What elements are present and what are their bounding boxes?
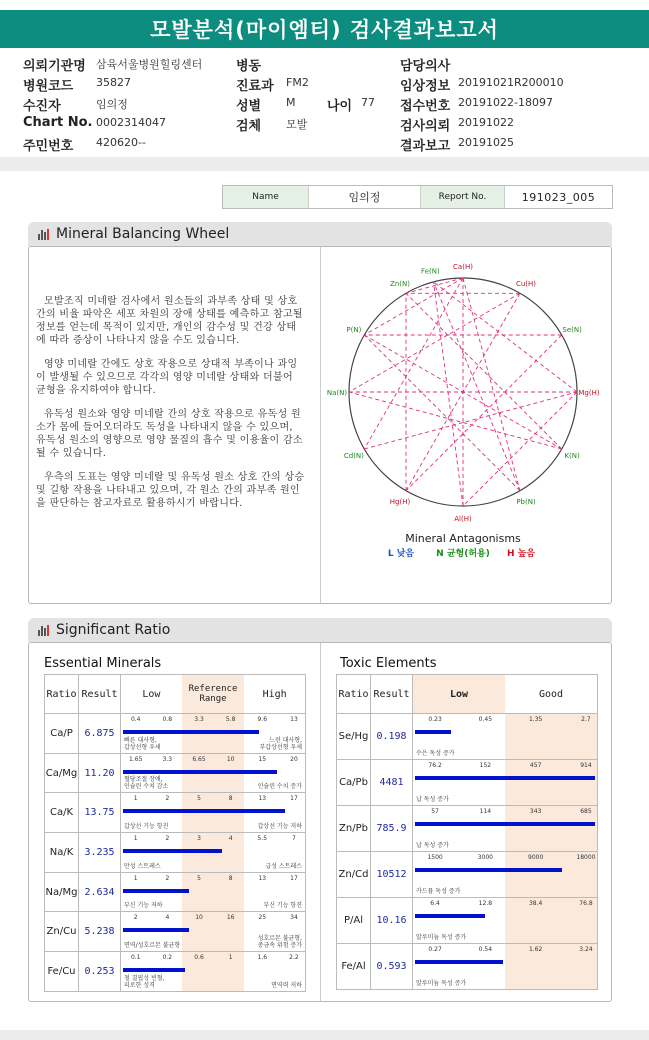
info-label: Chart No. [23, 115, 93, 130]
tick-label: 3 [197, 835, 201, 843]
ratio-bar-cell [121, 872, 306, 912]
info-label: 검사의뢰 [400, 119, 451, 134]
tick-label: 17 [290, 795, 298, 803]
info-value: 임의정 [96, 98, 128, 111]
ratio-bar-cell [413, 944, 598, 990]
table-row [337, 898, 598, 944]
tick-label: 6.65 [192, 755, 206, 763]
ratio-label: Se/Hg [337, 714, 371, 760]
low-note: 알루미늄 독성 증가 [416, 934, 467, 941]
ratio-result: 10.16 [371, 898, 413, 944]
low-note: 알루미늄 독성 증가 [416, 980, 467, 987]
desc-paragraph: 모발조직 미네랄 검사에서 원소들의 과부족 상태 및 상호간의 비율 파악은 세포 차원의 장애 상태를 예측하고 참고될 정보를 얻는데 목적이 있지만, 개인의 감수성 및 건강 상태에 따라 증상이 나타나지 않을 수도 있습니다. [36, 296, 303, 346]
ratio-bar-cell [413, 806, 598, 852]
tick-label: 13 [258, 874, 267, 882]
tick-label: 8 [228, 874, 233, 882]
section-divider [0, 157, 649, 171]
table-row [337, 760, 598, 806]
info-value: 20191022-18097 [458, 96, 553, 109]
tick-label: 18000 [576, 854, 596, 861]
tick-label: 15 [258, 755, 267, 763]
tick-label: 38.4 [528, 900, 543, 907]
wheel-node-label: Zn(N) [390, 279, 410, 288]
wheel-title: Mineral Balancing Wheel [56, 226, 230, 242]
header-low: Low [413, 675, 505, 713]
tick-label: 5 [197, 874, 201, 882]
high-note: 급성 스트레스 [265, 862, 302, 870]
ratio-bar [123, 889, 189, 893]
tick-label: 0.8 [162, 716, 173, 723]
tick-label: 0.45 [478, 716, 493, 723]
tick-label: 0.2 [162, 954, 173, 962]
toxic-title: Toxic Elements [340, 656, 437, 671]
tick-label: 34 [290, 914, 298, 922]
ratio-result: 785.9 [371, 806, 413, 852]
low-note: 면역/성호르몬 불균형 [124, 942, 181, 950]
report-title: 모발분석(마이엠티) 검사결과보고서 [0, 10, 649, 48]
ratio-result: 0.253 [79, 952, 121, 992]
tick-label: 8 [228, 795, 233, 803]
tick-label: 5.5 [257, 835, 268, 843]
ratio-label: Zn/Pb [337, 806, 371, 852]
high-note: 면역력 저하 [271, 981, 302, 989]
tick-label: 9000 [528, 854, 544, 861]
table-header [45, 675, 306, 714]
patient-info [0, 52, 649, 152]
ratio-bar-cell [121, 912, 306, 952]
table-row [337, 852, 598, 898]
ratio-label: Zn/Cu [45, 912, 79, 952]
ratio-bar [123, 849, 222, 853]
wheel-node-label: P(N) [346, 326, 362, 334]
header-reference: Reference Range [182, 675, 245, 713]
tick-label: 76.2 [428, 762, 442, 769]
toxic-table [336, 674, 598, 990]
tick-label: 3.3 [194, 716, 204, 723]
desc-paragraph: 우측의 도표는 영양 미네랄 및 유독성 원소 상호 간의 상승 및 길항 작용을 나타내고 있으며, 각 원소 간의 과부족 원인을 판단하는 참고자료로 활용하시기 바랍니다. [36, 472, 305, 509]
tick-label: 114 [479, 808, 492, 815]
low-note: 카드뮴 독성 증가 [416, 888, 461, 895]
tick-label: 2 [165, 795, 170, 803]
tick-label: 7 [292, 835, 296, 843]
table-row [45, 833, 306, 873]
info-label: 병원코드 [23, 79, 74, 94]
ratio-bar [415, 868, 562, 872]
tick-label: 3.24 [579, 946, 593, 953]
tick-label: 13 [290, 716, 298, 723]
header-result: Result [371, 675, 413, 714]
info-value: 20191021R200010 [458, 76, 564, 89]
ratio-result: 10512 [371, 852, 413, 898]
header-ratio: Ratio [337, 675, 371, 714]
wheel-node-label: Na(N) [326, 389, 348, 397]
reference-band [182, 873, 245, 912]
ratio-bar [415, 960, 503, 964]
wheel-panel-title [28, 222, 612, 246]
tick-label: 4 [165, 914, 170, 922]
ratio-result: 5.238 [79, 912, 121, 952]
ratio-bar [415, 822, 595, 826]
low-note: 빠른 대사형, 갑상선형 우세 [124, 736, 161, 751]
info-value: FM2 [286, 76, 309, 89]
tick-label: 20 [290, 755, 298, 763]
wheel-node-label: Cd(N) [343, 452, 364, 460]
tick-label: 3000 [477, 854, 493, 861]
tick-label: 1.65 [129, 755, 143, 763]
tick-label: 1 [133, 795, 138, 803]
table-row [337, 714, 598, 760]
info-label: 임상정보 [400, 79, 451, 94]
tick-label: 2.7 [581, 716, 591, 723]
wheel-node-label: Cu(H) [515, 279, 537, 288]
report-value: 191023_005 [521, 190, 596, 204]
ratio-result: 11.20 [79, 753, 121, 793]
high-note: 느린 대사형, 부갑상선형 우세 [259, 736, 302, 751]
tick-label: 13 [258, 795, 267, 803]
table-row [337, 806, 598, 852]
wheel-legend-item: H 높음 [506, 549, 536, 559]
header-low: Low [142, 688, 161, 700]
tick-label: 457 [529, 762, 542, 769]
wheel-description [36, 295, 306, 521]
table-row [45, 912, 306, 952]
low-note: 수은 독성 증가 [416, 750, 455, 757]
footer-bar [0, 1030, 649, 1040]
age-value: 77 [361, 96, 375, 109]
ratio-label: Ca/P [45, 714, 79, 754]
ratio-label: Na/K [45, 833, 79, 873]
info-label: 결과보고 [400, 139, 451, 154]
table-header [337, 675, 598, 714]
info-value: 삼육서울병원힐링센터 [96, 58, 203, 71]
ratio-bar-cell [121, 952, 306, 992]
desc-paragraph: 유독성 원소와 영양 미네랄 간의 상호 작용으로 유독성 원소가 몸에 들어오더라도 독성을 나타내지 않을 수 있으며, 유독성 원소의 영향으로 영양 물질의 흡수 및 이용율이 감소될 수 있습니다. [36, 409, 303, 459]
low-note: 납 독성 증가 [416, 796, 449, 803]
info-value: M [286, 96, 296, 109]
low-note: 철 결핍성 빈혈, 피로한 성격 [124, 974, 165, 989]
info-label: 주민번호 [23, 139, 74, 154]
desc-paragraph: 영양 미네랄 간에도 상호 작용으로 상대적 부족이나 과잉이 발생될 수 있으므로 각각의 영양 미네랄 상태와 더불어 균형을 유지하여야 합니다. [36, 359, 298, 396]
name-table [222, 185, 613, 209]
tick-label: 76.8 [579, 900, 593, 907]
tick-label: 1.6 [257, 954, 268, 962]
low-note: 만성 스트레스 [124, 862, 161, 870]
tick-label: 12.8 [478, 900, 493, 907]
table-row [45, 714, 306, 754]
ratio-bar [123, 770, 277, 774]
ratio-bar-cell [121, 833, 306, 873]
tick-label: 1 [133, 835, 138, 843]
ratio-bar-cell [413, 852, 598, 898]
table-row [337, 944, 598, 990]
report-label: Report No. [421, 186, 505, 208]
high-note: 갑상선 기능 저하 [257, 823, 302, 831]
info-label: 병동 [236, 59, 262, 74]
header-range [413, 675, 598, 714]
tick-label: 17 [290, 874, 298, 882]
wheel-legend-item: N 균형(허용) [436, 549, 490, 559]
tick-label: 2 [165, 835, 170, 843]
tick-label: 1.35 [528, 716, 543, 723]
tick-label: 0.6 [194, 954, 204, 962]
tick-label: 1 [133, 874, 138, 882]
essential-table [44, 674, 306, 992]
info-value: 20191022 [458, 116, 514, 129]
info-value: 20191025 [458, 136, 514, 149]
name-label: Name [223, 186, 309, 208]
low-note: 갑상선 기능 항진 [124, 823, 169, 831]
tick-label: 10 [226, 755, 235, 763]
ratio-result: 2.634 [79, 872, 121, 912]
ratio-bar [415, 914, 485, 918]
bar-chart-icon [38, 229, 50, 240]
tick-label: 5.8 [225, 716, 236, 723]
tick-label: 914 [580, 762, 592, 769]
table-row [45, 793, 306, 833]
ratio-bar [123, 968, 185, 972]
low-note: 납 독성 증가 [416, 842, 449, 849]
tick-label: 5 [197, 795, 201, 803]
tick-label: 685 [580, 808, 592, 815]
info-label: 성별 [236, 99, 262, 114]
tick-label: 0.27 [428, 946, 442, 953]
tick-label: 16 [226, 914, 235, 922]
info-value: 35827 [96, 76, 131, 89]
high-note: 부신 기능 항진 [263, 902, 302, 910]
wheel-node-label: Al(H) [454, 515, 472, 523]
ratio-label: Ca/Mg [45, 753, 79, 793]
ratio-label: Na/Mg [45, 872, 79, 912]
tick-label: 10 [195, 914, 203, 922]
info-label: 접수번호 [400, 99, 451, 114]
wheel-legend-item: L 낮음 [387, 549, 415, 559]
ratio-label: Zn/Cd [337, 852, 371, 898]
header-range [121, 675, 306, 714]
info-label: 수진자 [23, 99, 61, 114]
ratio-title: Significant Ratio [56, 622, 171, 638]
ratio-result: 0.198 [371, 714, 413, 760]
header-good: Good [538, 688, 564, 700]
wheel-node-label: Se(N) [562, 326, 582, 334]
header-result: Result [79, 675, 121, 714]
ratio-bar-cell [413, 898, 598, 944]
tick-label: 3.3 [162, 755, 173, 763]
wheel-node-label: Hg(H) [389, 498, 411, 507]
ratio-label: Fe/Al [337, 944, 371, 990]
ratio-bar-cell [413, 760, 598, 806]
wheel-node-label: Ca(H) [453, 263, 473, 271]
mineral-wheel [321, 263, 611, 588]
header-high: High [262, 688, 287, 700]
tick-label: 2.2 [289, 954, 299, 962]
table-row [45, 952, 306, 992]
panel-split [320, 643, 321, 1001]
info-value: 0002314047 [96, 116, 166, 129]
tick-label: 152 [479, 762, 492, 769]
tick-label: 0.4 [130, 716, 141, 723]
tick-label: 2 [165, 874, 170, 882]
info-label: 의뢰기관명 [23, 59, 86, 74]
ratio-bar [123, 730, 259, 734]
ratio-label: Ca/K [45, 793, 79, 833]
tick-label: 1.62 [528, 946, 543, 953]
wheel-node-label: K(N) [564, 452, 580, 460]
low-note: 부신 기능 저하 [124, 902, 163, 910]
info-label: 검체 [236, 119, 262, 134]
ratio-result: 4481 [371, 760, 413, 806]
bar-chart-icon [38, 625, 50, 636]
tick-label: 4 [228, 835, 233, 843]
ratio-panel-title [28, 618, 612, 642]
info-value: 모발 [286, 118, 308, 131]
info-label: 진료과 [236, 79, 274, 94]
ratio-label: Fe/Cu [45, 952, 79, 992]
wheel-node-label: Fe(N) [421, 267, 440, 276]
tick-label: 25 [258, 914, 267, 922]
tick-label: 9.6 [257, 716, 268, 723]
ratio-bar [415, 776, 595, 780]
ratio-bar-cell [121, 753, 306, 793]
ratio-bar [123, 809, 285, 813]
name-value: 임의정 [309, 186, 421, 208]
tick-label: 57 [431, 808, 439, 815]
ratio-result: 3.235 [79, 833, 121, 873]
ratio-bar [123, 928, 189, 932]
tick-label: 343 [529, 808, 542, 815]
ratio-bar-cell [121, 793, 306, 833]
ratio-result: 13.75 [79, 793, 121, 833]
ratio-result: 6.875 [79, 714, 121, 754]
ratio-label: Ca/Pb [337, 760, 371, 806]
ratio-bar-cell [121, 714, 306, 754]
table-row [45, 872, 306, 912]
age-label: 나이 [327, 99, 353, 114]
table-row [45, 753, 306, 793]
ratio-bar-cell [413, 714, 598, 760]
tick-label: 1500 [427, 854, 443, 861]
info-value: 420620-- [96, 136, 146, 149]
wheel-node-label: Mg(H) [578, 389, 600, 397]
tick-label: 2 [133, 914, 138, 922]
wheel-node-label: Pb(N) [516, 498, 536, 507]
high-note: 성호르몬 불균형, 중금속 위험 증가 [257, 935, 302, 950]
tick-label: 1 [228, 954, 233, 962]
reference-band [182, 912, 245, 951]
header-ratio: Ratio [45, 675, 79, 714]
ratio-label: P/Al [337, 898, 371, 944]
tick-label: 0.54 [478, 946, 493, 953]
high-note: 인슐린 수치 증가 [257, 783, 302, 791]
tick-label: 6.4 [430, 900, 440, 907]
ratio-result: 0.593 [371, 944, 413, 990]
tick-label: 0.23 [428, 716, 442, 723]
reference-band [182, 952, 245, 991]
ratio-bar [415, 730, 451, 734]
wheel-caption: Mineral Antagonisms [405, 532, 521, 545]
info-label: 담당의사 [400, 59, 451, 74]
essential-title: Essential Minerals [44, 656, 162, 671]
tick-label: 0.1 [130, 954, 141, 962]
low-note: 혈당조절 장애, 인슐린 수치 감소 [124, 776, 169, 791]
